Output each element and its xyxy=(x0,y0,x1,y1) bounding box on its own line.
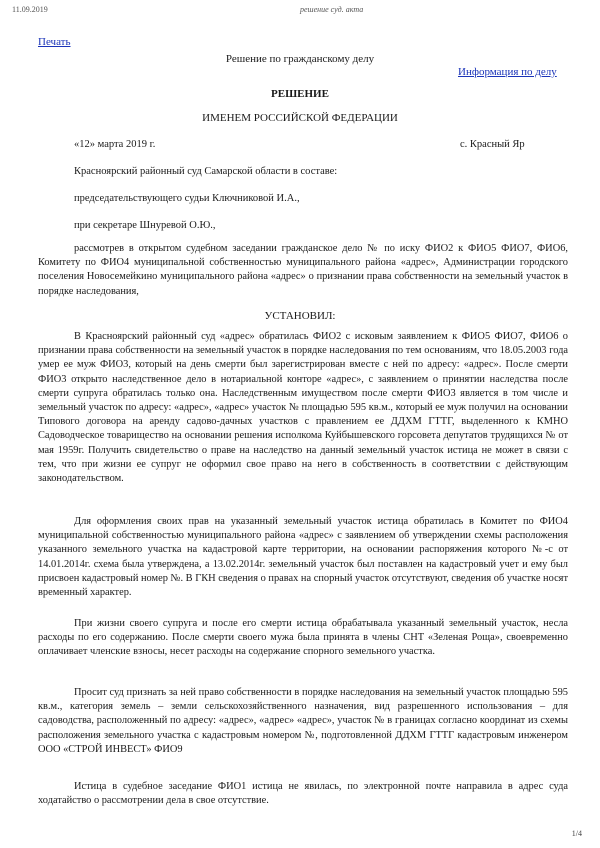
established-heading: УСТАНОВИЛ: xyxy=(264,310,336,322)
intro-text: рассмотрев в открытом судебном заседании гражданское дело № по иску ФИО2 к ФИО5 ФИО7, ФИО6, Комитету по ФИО4 муниципальной собственностью муниципального района «адрес», Администрации городского поселения Новосемейкино муниципального района «адрес» о признании права собственности на земельный участок в порядке наследования, xyxy=(38,243,568,297)
decision-date: «12» марта 2019 г. xyxy=(74,139,156,150)
secretary-line: при секретаре Шнуревой О.Ю., xyxy=(74,220,216,231)
decision-place: с. Красный Яр xyxy=(460,139,525,150)
body-paragraph-5 xyxy=(38,780,568,808)
header-date: 11.09.2019 xyxy=(12,5,48,14)
body-paragraph-4 xyxy=(38,686,568,757)
print-link[interactable]: Печать xyxy=(38,36,71,48)
body-paragraph-2 xyxy=(38,515,568,600)
paragraph-text: Для оформления своих прав на указанный земельный участок истица обратилась в Комитет по ФИО4 муниципальной собственностью муниципального района «адрес» с заявлением об утверждении схемы расположения указанного земельного участка на кадастровой карте территории, на основании распоряжения которого №-с от 14.01.2014г. схема была утверждена, а 13.02.2014г. земельный участок был поставлен на кадастровый учет и ему был присвоен кадастровый номер №. В ГКН сведения о правах на спорный участок отсутствуют, сведения об участке носят временный характер. xyxy=(38,516,568,599)
page-title: Решение по гражданскому делу xyxy=(225,53,375,65)
header-title: решение суд. акта xyxy=(300,5,364,14)
body-paragraph-3 xyxy=(38,617,568,660)
intro-paragraph xyxy=(38,242,568,299)
paragraph-text: Истица в судебное заседание ФИО1 истица не явилась, по электронной почте направила в адрес суда ходатайство о рассмотрении дела в свое отсутствие. xyxy=(38,781,568,807)
court-composition: Красноярский районный суд Самарской области в составе: xyxy=(74,166,338,177)
paragraph-text: При жизни своего супруга и после его смерти истица обрабатывала указанный земельный участок, несла расходы по его содержанию. После смерти своего мужа была принята в члены СНТ «Зеленая Роща», своевременно оплачивает членские взносы, несет расходы на содержание спорного земельного участка. xyxy=(38,618,568,658)
paragraph-text: Просит суд признать за ней право собственности в порядке наследования на земельный участок площадью 595 кв.м., категория земель – земли сельскохозяйственного назначения, вид разрешенного использования – для садоводства, расположенный по адресу: «адрес», «адрес» «адрес», участок № в границах согласно координат из схемы расположения земельного участка с кадастровым номером №, подготовленной ДДХМ ГТТГ кадастровым инженером ООО «СТРОЙ ИНВЕСТ» ФИО9 xyxy=(38,687,568,755)
name-of-federation: ИМЕНЕМ РОССИЙСКОЙ ФЕДЕРАЦИИ xyxy=(202,112,398,124)
decision-heading: РЕШЕНИЕ xyxy=(271,88,329,100)
body-paragraph-1 xyxy=(38,330,568,486)
judge-line: председательствующего судьи Ключниковой И.А., xyxy=(74,193,300,204)
paragraph-text: В Красноярский районный суд «адрес» обратилась ФИО2 с исковым заявлением к ФИО5 ФИО7, ФИО6 о признании права собственности на земельный участок в порядке наследования по тем основаниям, что 18.05.2003 года умер ее муж ФИО3, который на день смерти был зарегистрирован вместе с ней по адресу: «адрес». После смерти ФИО3 открыто наследственное дело в нотариальной конторе «адрес», с заявлением о принятии наследства после смерти супруга обратилась только она. Наследственным имуществом после смерти ФИО3 является в том числе и земельный участок по адресу: «адрес», «адрес» участок № площадью 595 кв.м., который ее муж получил на основании Типового договора на аренду садово-дачных участков с правлением ее ДДХМ ГТТГ, выделенного к КМНО Садоводческое товарищество на основании решения исполкома Куйбышевского горсовета депутатов трудящихся № от мая 1959г. Получить свидетельство о праве на наследство на данный земельный участок истица не может в связи с тем, что при жизни ее супруг не оформил свое право на него в собственность в соответствии с действующим законодательством. xyxy=(38,331,568,485)
case-info-link[interactable]: Информация по делу xyxy=(458,66,557,78)
page-number: 1/4 xyxy=(571,829,582,838)
